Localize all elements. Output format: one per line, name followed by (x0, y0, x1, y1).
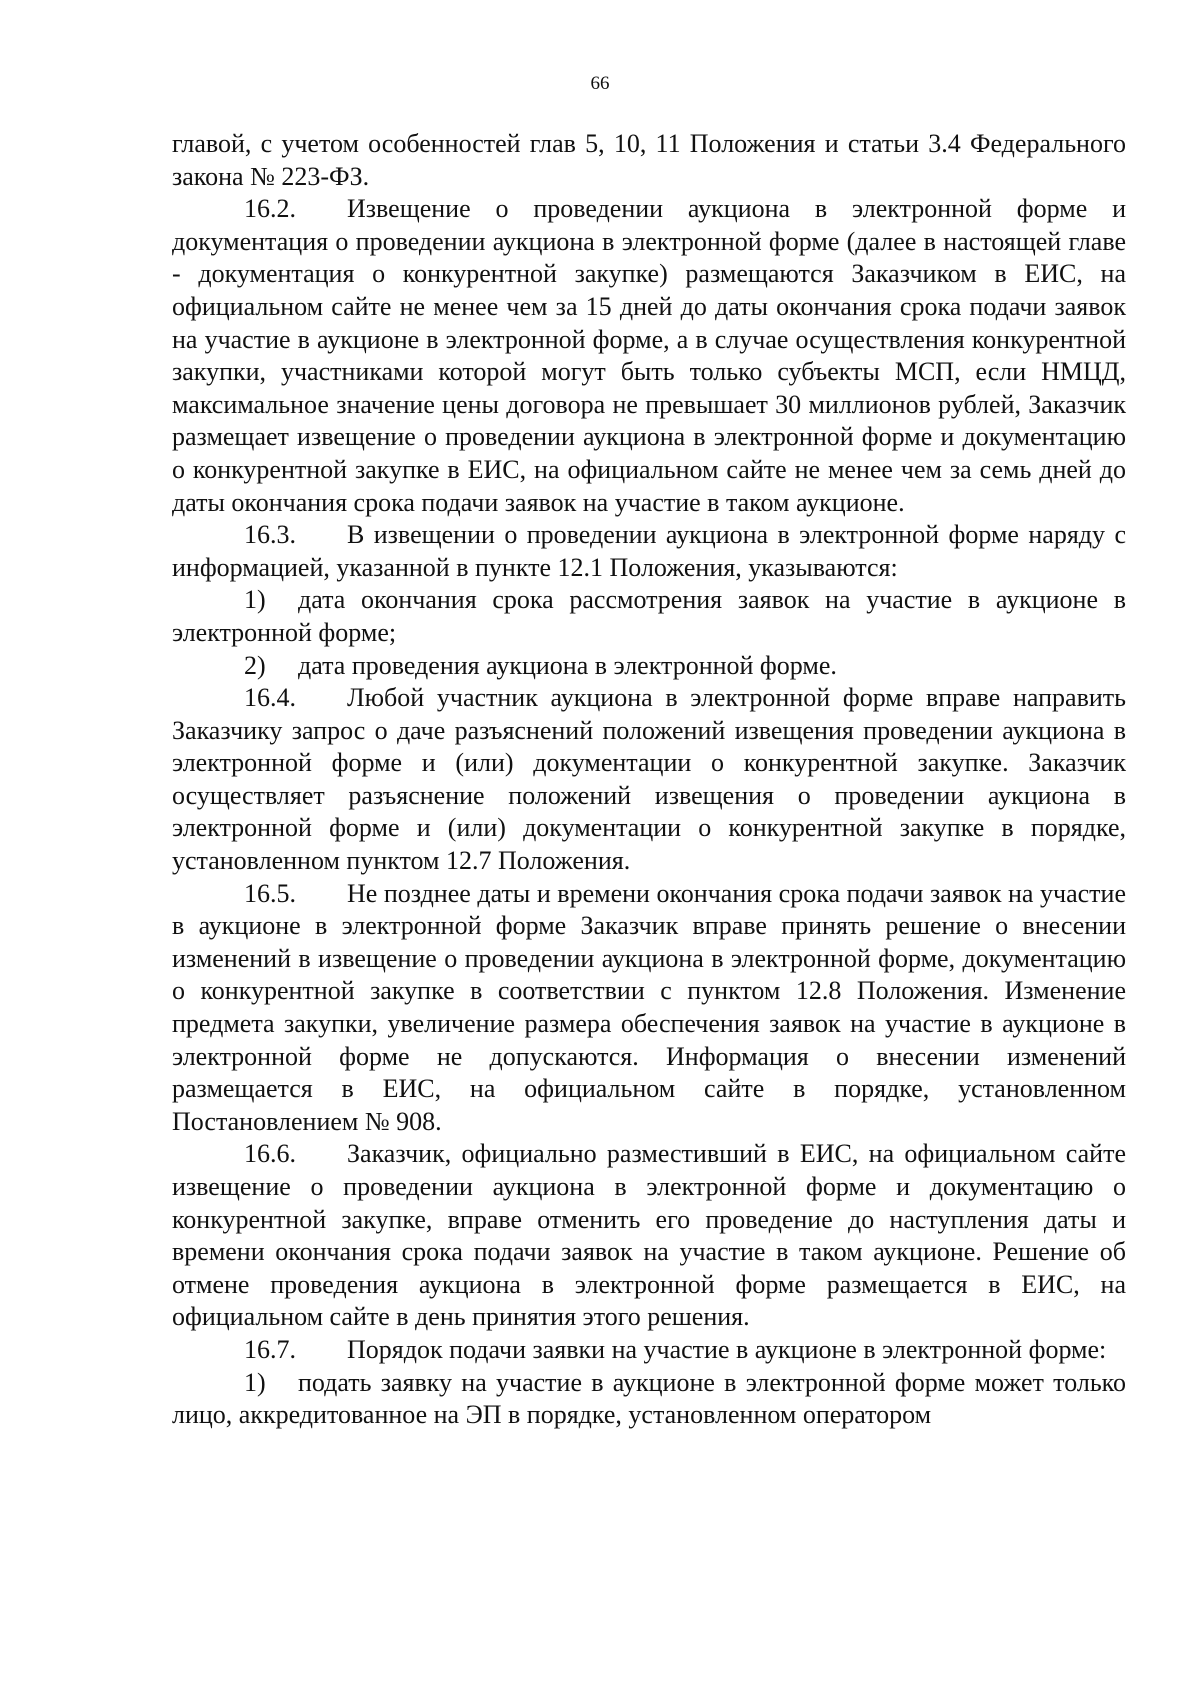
clause-number: 16.3. (244, 520, 296, 550)
document-body (172, 128, 1126, 1432)
page-number: 66 (590, 73, 610, 94)
clause-number: 16.5. (244, 878, 296, 908)
clause-number: 16.4. (244, 683, 296, 713)
list-item-paragraph (172, 584, 1126, 649)
list-item-paragraph (172, 1367, 1126, 1432)
clause-number: 16.6. (244, 1139, 296, 1169)
paragraph-text: дата окончания срока рассмотрения заявок на участие в аукционе в электронной форме; (172, 585, 1126, 647)
paragraph-text: дата проведения аукциона в электронной форме. (298, 650, 837, 680)
list-item-number: 1) (244, 585, 266, 615)
paragraph-text: Порядок подачи заявки на участие в аукционе в электронной форме: (347, 1334, 1107, 1364)
paragraph-text: главой, с учетом особенностей глав 5, 10, 11 Положения и статьи 3.4 Федерального закона № 223-ФЗ. (172, 129, 1126, 191)
list-item-number: 1) (244, 1367, 266, 1397)
numbered-paragraph (172, 1334, 1126, 1367)
paragraph-text: Не позднее даты и времени окончания срока подачи заявок на участие в аукционе в электронной форме Заказчик вправе принять решение о внесении изменений в извещение о проведении аукциона в электронной форме, документацию о конкурентной закупке в соответствии с пунктом 12.8 Положения. Изменение предмета закупки, увеличение размера обеспечения заявок на участие в аукционе в электронной форме не допускаются. Информация о внесении изменений размещается в ЕИС, на официальном сайте в порядке, установленном Постановлением № 908. (172, 878, 1126, 1136)
numbered-paragraph (172, 1138, 1126, 1334)
clause-number: 16.7. (244, 1334, 296, 1364)
numbered-paragraph (172, 878, 1126, 1139)
continuation-paragraph (172, 128, 1126, 193)
numbered-paragraph (172, 519, 1126, 584)
paragraph-text: подать заявку на участие в аукционе в электронной форме может только лицо, аккредитованное на ЭП в порядке, установленном оператором (172, 1367, 1126, 1430)
numbered-paragraph (172, 682, 1126, 878)
paragraph-text: Любой участник аукциона в электронной форме вправе направить Заказчику запрос о даче разъяснений положений извещения проведении аукциона в электронной форме и (или) документации о конкурентной закупке. Заказчик осуществляет разъяснение положений извещения о проведении аукциона в электронной форме и (или) документации о конкурентной закупке в порядке, установленном пунктом 12.7 Положения. (172, 683, 1126, 876)
list-item-paragraph (172, 650, 1126, 683)
paragraph-text: Извещение о проведении аукциона в электронной форме и документация о проведении аукциона в электронной форме (далее в настоящей главе - документация о конкурентной закупке) размещаются Заказчиком в ЕИС, на официальном сайте не менее чем за 15 дней до даты окончания срока подачи заявок на участие в аукционе в электронной форме, а в случае осуществления конкурентной закупки, участниками которой могут быть только субъекты МСП, если НМЦД, максимальное значение цены договора не превышает 30 миллионов рублей, Заказчик размещает извещение о проведении аукциона в электронной форме и документацию о конкурентной закупке в ЕИС, на официальном сайте не менее чем за семь дней до даты окончания срока подачи заявок на участие в таком аукционе. (172, 194, 1126, 517)
clause-number: 16.2. (244, 194, 296, 224)
paragraph-text: В извещении о проведении аукциона в электронной форме наряду с информацией, указанной в пункте 12.1 Положения, указываются: (172, 520, 1126, 582)
paragraph-text: Заказчик, официально разместивший в ЕИС, на официальном сайте извещение о проведении аукциона в электронной форме и документацию о конкурентной закупке, вправе отменить его проведение до наступления даты и времени окончания срока подачи заявок на участие в таком аукционе. Решение об отмене проведения аукциона в электронной форме размещается в ЕИС, на официальном сайте в день принятия этого решения. (172, 1139, 1126, 1332)
list-item-number: 2) (244, 650, 266, 680)
numbered-paragraph (172, 193, 1126, 519)
